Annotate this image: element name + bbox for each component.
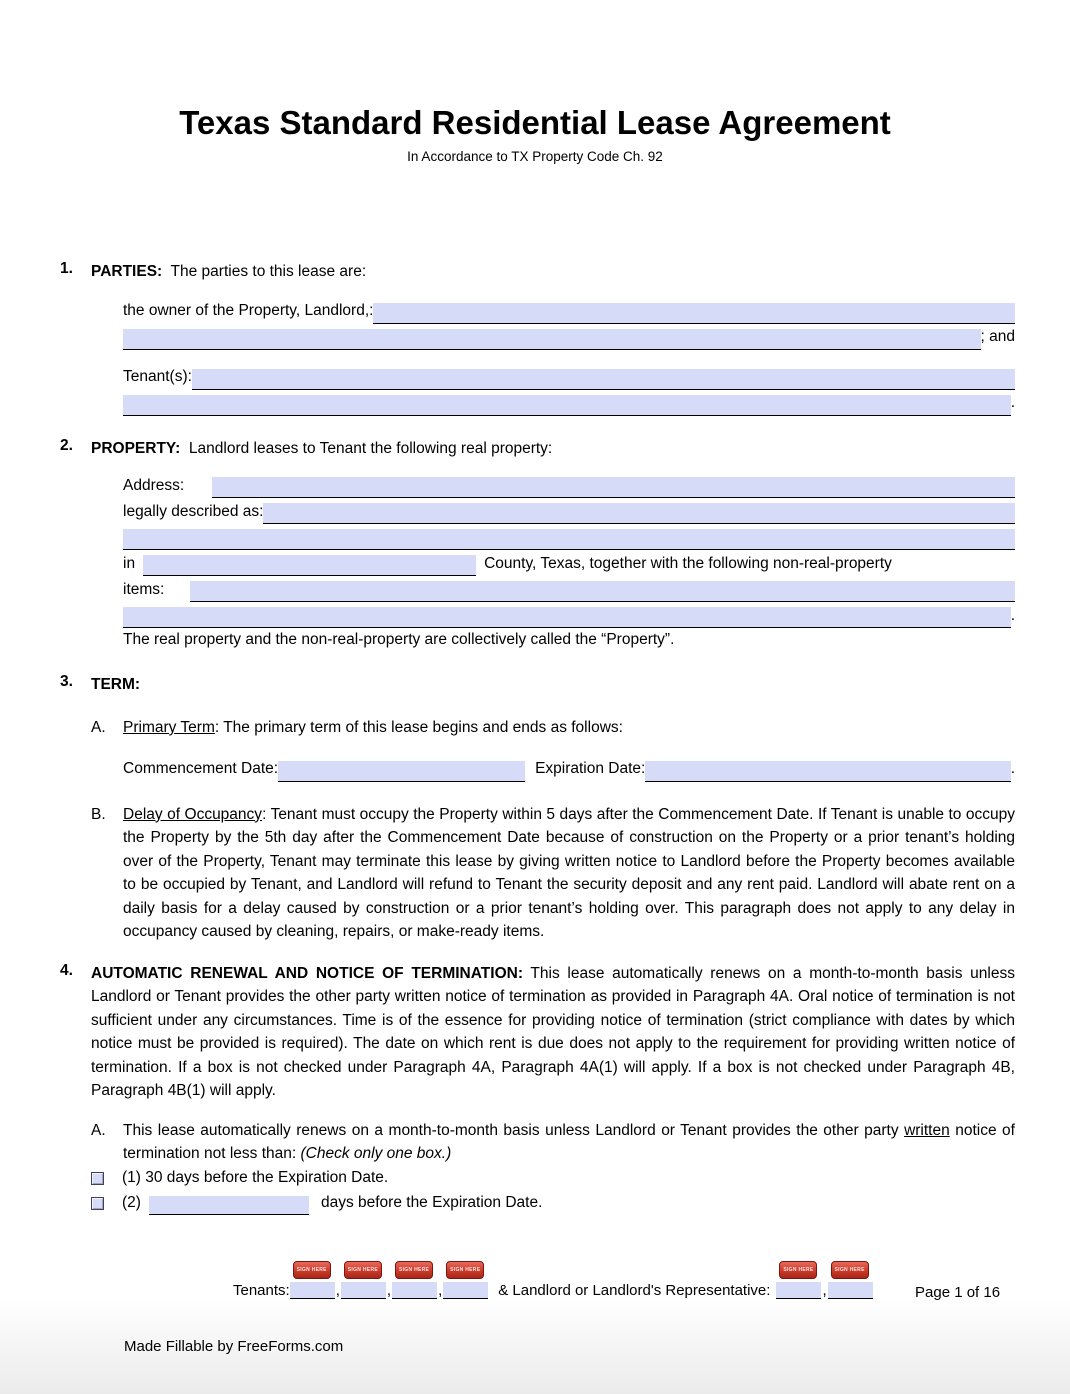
renewal-option-2-days-field[interactable] bbox=[149, 1196, 309, 1215]
property-intro: Landlord leases to Tenant the following real property: bbox=[188, 439, 553, 457]
renewal-option-2-checkbox[interactable] bbox=[91, 1197, 104, 1210]
landlord-name-field-line2[interactable] bbox=[123, 329, 981, 350]
landlord-name-field[interactable] bbox=[373, 303, 1015, 324]
period-suffix: . bbox=[1010, 760, 1015, 777]
renewal-a-note: (Check only one box.) bbox=[300, 1145, 452, 1162]
renewal-a-text2: notice of termination not less than: bbox=[123, 1121, 1015, 1162]
renewal-option-2-label: days before the Expiration Date. bbox=[320, 1194, 543, 1212]
section-heading: AUTOMATIC RENEWAL AND NOTICE OF TERMINATION: bbox=[91, 964, 523, 982]
address-label: Address: bbox=[123, 476, 185, 494]
section-heading: PARTIES: bbox=[91, 263, 163, 280]
primary-term-label: Primary Term bbox=[123, 719, 215, 736]
landlord-initials-field-2[interactable] bbox=[828, 1282, 873, 1299]
sign-here-tab[interactable]: SIGN HERE bbox=[395, 1261, 433, 1279]
delay-of-occupancy-text: : Tenant must occupy the Property within 5 days after the Commencement Date. If Tenant is unable to occupy the Property by the 5th day after the Commencement Date because of construction on the Property or a prior tenant’s holding over of the Property, Tenant may terminate this lease by giving written notice to Landlord before the Property becomes available to be occupied by Tenant, and Landlord will refund to Tenant the security deposit and any rent paid. Landlord will abate rent on a daily basis for a delay caused by construction or a prior tenant’s holding over. This paragraph does not apply to any delay in occupancy caused by cleaning, repairs, or make-ready items. bbox=[123, 805, 1016, 940]
tenant-names-field[interactable] bbox=[192, 369, 1015, 390]
sign-here-tab[interactable]: SIGN HERE bbox=[293, 1261, 331, 1279]
section-parties bbox=[60, 260, 1015, 416]
commencement-date-label: Commencement Date: bbox=[123, 760, 279, 777]
page-title: Texas Standard Residential Lease Agreement bbox=[179, 104, 891, 141]
page-number: Page 1 of 16 bbox=[915, 1284, 1001, 1301]
landlord-initials-field-1[interactable] bbox=[776, 1282, 821, 1299]
made-fillable-credit: Made Fillable by FreeForms.com bbox=[124, 1338, 344, 1355]
tenant-initials-field-2[interactable] bbox=[341, 1282, 386, 1299]
landlord-initials-unit bbox=[776, 1267, 821, 1299]
commencement-date-field[interactable] bbox=[278, 761, 525, 782]
period-suffix: . bbox=[1010, 394, 1015, 411]
section-term bbox=[60, 673, 1015, 944]
section-renewal bbox=[60, 962, 1015, 1216]
item-letter: B. bbox=[91, 805, 106, 823]
tenant-initials-field-1[interactable] bbox=[290, 1282, 335, 1299]
renewal-option-1-label: (1) 30 days before the Expiration Date. bbox=[122, 1169, 389, 1187]
sign-here-tab[interactable]: SIGN HERE bbox=[831, 1261, 869, 1279]
delay-of-occupancy-item bbox=[91, 803, 1015, 944]
legal-description-field[interactable] bbox=[263, 503, 1015, 524]
tenant-names-field-line2[interactable] bbox=[123, 395, 1011, 416]
delay-of-occupancy-label: Delay of Occupancy bbox=[123, 805, 263, 823]
section-heading: PROPERTY: bbox=[91, 439, 181, 457]
document-header bbox=[0, 0, 1070, 164]
expiration-date-field[interactable] bbox=[645, 761, 1010, 782]
renewal-option-2-prefix: (2) bbox=[122, 1194, 141, 1212]
county-suffix: County, Texas, together with the following non-real-property bbox=[484, 554, 892, 572]
sign-here-tab[interactable]: SIGN HERE bbox=[344, 1261, 382, 1279]
page-subtitle: In Accordance to TX Property Code Ch. 92 bbox=[407, 149, 663, 164]
legal-description-field-line2[interactable] bbox=[123, 529, 1015, 550]
sign-here-tab[interactable]: SIGN HERE bbox=[446, 1261, 484, 1279]
comma: , bbox=[386, 1282, 392, 1299]
county-prefix: in bbox=[123, 554, 136, 572]
period-suffix: . bbox=[1010, 606, 1015, 624]
section-property bbox=[60, 437, 1015, 652]
section-heading: TERM: bbox=[91, 675, 141, 693]
renewal-a-text: This lease automatically renews on a month-to-month basis unless Landlord or Tenant provides the other party bbox=[123, 1121, 899, 1139]
primary-term-text: : The primary term of this lease begins and ends as follows: bbox=[214, 719, 623, 736]
comma: , bbox=[822, 1282, 827, 1299]
primary-term-item bbox=[91, 716, 1015, 740]
comma: , bbox=[335, 1282, 340, 1299]
renewal-a-written: written bbox=[904, 1121, 950, 1139]
item-letter: A. bbox=[91, 719, 106, 736]
property-closing-text: The real property and the non-real-property are collectively called the “Property”. bbox=[123, 631, 675, 648]
landlord-label: the owner of the Property, Landlord,: bbox=[123, 302, 374, 319]
renewal-option-1-row bbox=[91, 1166, 1015, 1191]
legal-description-label: legally described as: bbox=[123, 502, 264, 520]
tenants-initials-label: Tenants: bbox=[233, 1282, 290, 1299]
items-field-line2[interactable] bbox=[123, 607, 1011, 628]
tenant-initials-unit bbox=[443, 1267, 488, 1299]
document-body bbox=[0, 260, 1070, 1216]
parties-intro: The parties to this lease are: bbox=[170, 263, 367, 280]
section-number: 1. bbox=[60, 260, 73, 277]
tenant-initials-unit bbox=[341, 1267, 386, 1299]
items-field[interactable] bbox=[190, 581, 1015, 602]
section-number: 3. bbox=[60, 672, 73, 690]
comma: , bbox=[438, 1282, 443, 1299]
item-letter: A. bbox=[91, 1121, 106, 1139]
tenant-initials-field-3[interactable] bbox=[392, 1282, 437, 1299]
section-number: 4. bbox=[60, 961, 73, 979]
page-footer bbox=[0, 1258, 1070, 1318]
expiration-date-label: Expiration Date: bbox=[535, 760, 646, 777]
items-label: items: bbox=[123, 580, 165, 598]
tenant-initials-field-4[interactable] bbox=[443, 1282, 488, 1299]
sign-here-tab[interactable]: SIGN HERE bbox=[779, 1261, 817, 1279]
tenant-label: Tenant(s): bbox=[123, 368, 192, 385]
section-number: 2. bbox=[60, 436, 73, 454]
and-suffix: ; and bbox=[980, 328, 1015, 345]
address-field[interactable] bbox=[212, 477, 1015, 498]
renewal-option-2-row bbox=[91, 1191, 1015, 1216]
renewal-option-1-checkbox[interactable] bbox=[91, 1172, 104, 1185]
renewal-body: This lease automatically renews on a month-to-month basis unless Landlord or Tenant provides the other party written notice of termination as provided in Paragraph 4A. Oral notice of termination is not sufficient under any circumstances. Time is of the essence for providing notice of termination (strict compliance with dates by which notice must be provided is required). The date on which rent is due does not apply to the requirement for providing written notice of termination. If a box is not checked under Paragraph 4A, Paragraph 4A(1) will apply. If a box is not checked under Paragraph 4B, Paragraph 4B(1) will apply. bbox=[91, 964, 1015, 1099]
tenant-initials-unit bbox=[392, 1267, 437, 1299]
tenant-initials-unit bbox=[290, 1267, 335, 1299]
landlord-initials-unit bbox=[828, 1267, 873, 1299]
county-field[interactable] bbox=[143, 555, 476, 576]
renewal-option-a-item bbox=[91, 1119, 1015, 1166]
landlord-initials-label: & Landlord or Landlord's Representative: bbox=[498, 1282, 771, 1299]
